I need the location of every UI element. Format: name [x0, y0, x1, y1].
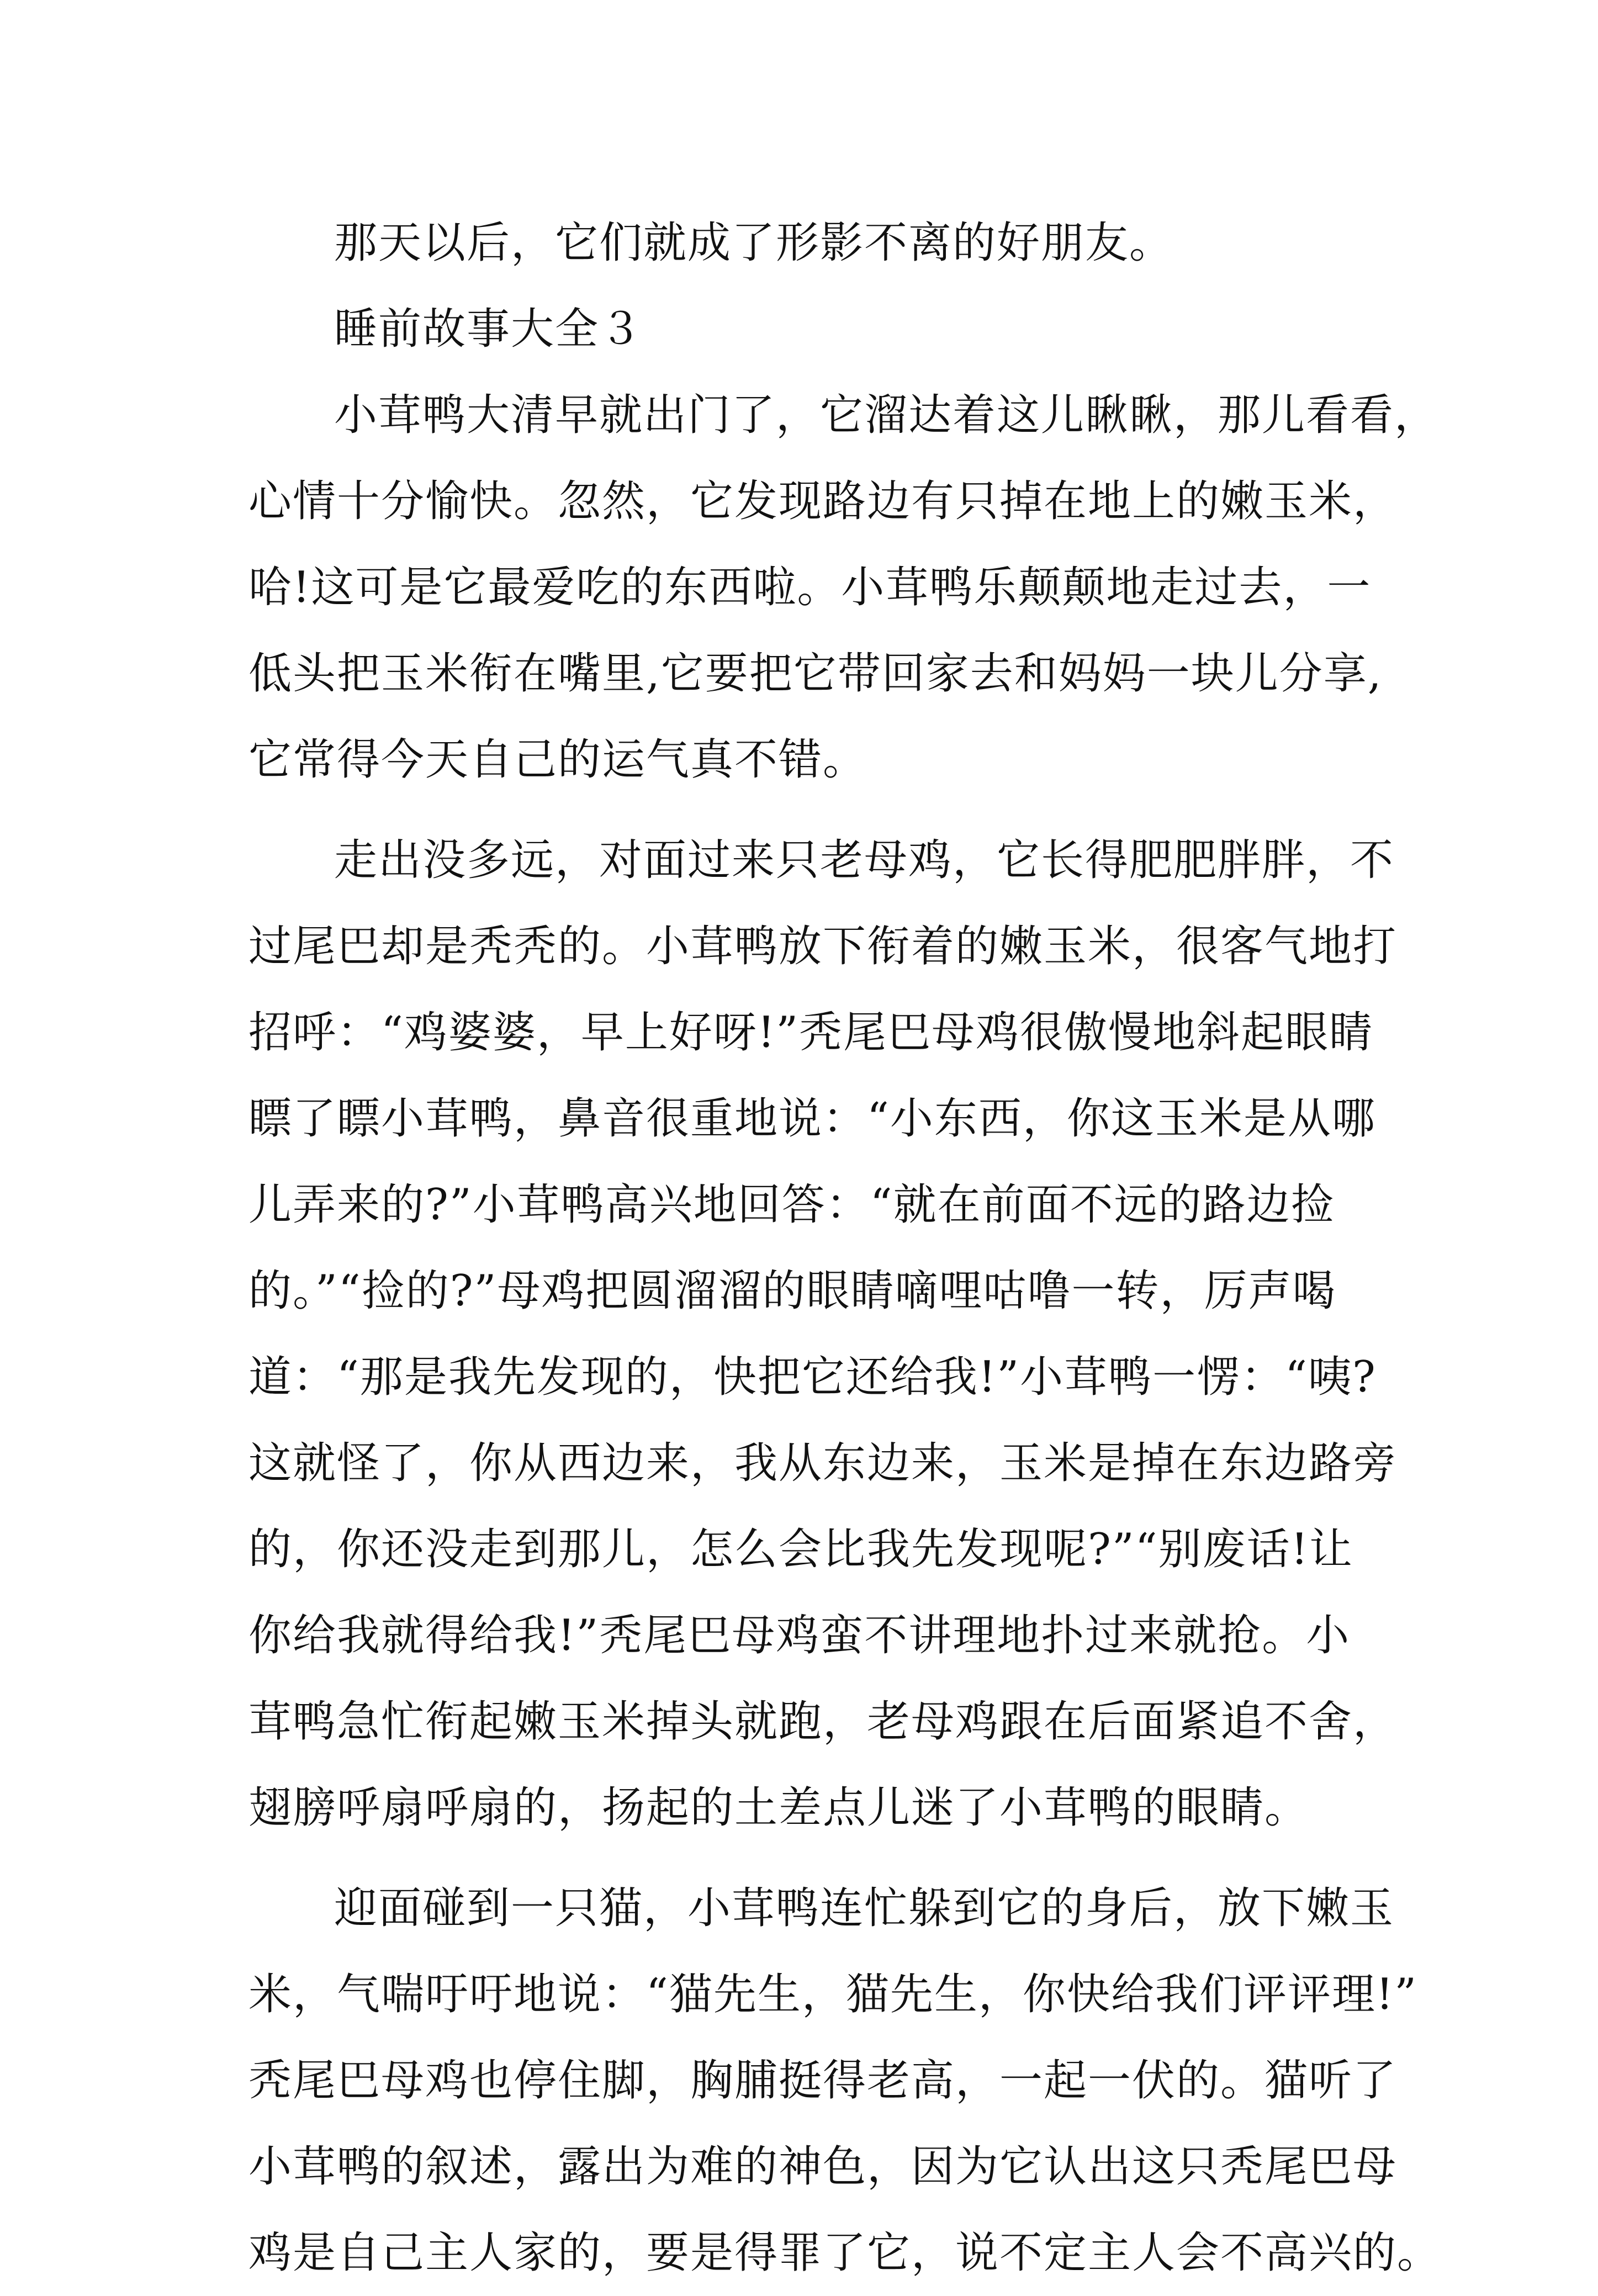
text-line: 翅膀呼扇呼扇的，扬起的土差点儿迷了小茸鸭的眼睛。	[248, 1783, 1309, 1833]
text-line: 小茸鸭的叙述，露出为难的神色，因为它认出这只秃尾巴母	[248, 2142, 1398, 2192]
text-line: 走出没多远，对面过来只老母鸡，它长得肥肥胖胖，不	[334, 835, 1395, 885]
section-heading	[248, 286, 1375, 372]
text-line: 小茸鸭大清早就出门了，它溜达着这儿瞅瞅，那儿看看，	[334, 390, 1439, 440]
paragraph	[248, 200, 1375, 286]
text-line: 米，气喘吁吁地说：“猫先生，猫先生，你快给我们评评理!”	[248, 1970, 1418, 2019]
text-line: 迎面碰到一只猫，小茸鸭连忙躲到它的身后，放下嫩玉	[334, 1884, 1395, 1933]
paragraph	[248, 817, 1398, 1851]
heading-line: 睡前故事大全３	[334, 304, 644, 354]
text-line: 茸鸭急忙衔起嫩玉米掉头就跑，老母鸡跟在后面紧追不舍，	[248, 1697, 1398, 1747]
text-line: 心情十分愉快。忽然，它发现路边有只掉在地上的嫩玉米，	[248, 477, 1398, 526]
text-line: 的。”“捡的?”母鸡把圆溜溜的眼睛嘀哩咕噜一转，厉声喝	[248, 1266, 1337, 1316]
paragraph-gap	[248, 803, 1375, 817]
text-line: 你给我就得给我!”秃尾巴母鸡蛮不讲理地扑过来就抢。小	[248, 1611, 1351, 1660]
text-line: 的，你还没走到那儿，怎么会比我先发现呢?”“别废话!让	[248, 1525, 1353, 1574]
paragraph	[248, 372, 1439, 803]
text-line: 它常得今天自己的运气真不错。	[248, 735, 867, 785]
text-line: 瞟了瞟小茸鸭，鼻音很重地说：“小东西，你这玉米是从哪	[248, 1094, 1376, 1144]
text-line: 那天以后，它们就成了形影不离的好朋友。	[334, 218, 1174, 268]
story-text	[248, 200, 1442, 2296]
text-line: 秃尾巴母鸡也停住脚，胸脯挺得老高，一起一伏的。猫听了	[248, 2056, 1398, 2105]
text-line: 哈!这可是它最爱吃的东西啦。小茸鸭乐颠颠地走过去，一	[248, 563, 1372, 612]
text-line: 这就怪了，你从西边来，我从东边来，玉米是掉在东边路旁	[248, 1438, 1398, 1488]
paragraph	[248, 1865, 1442, 2296]
text-line: 招呼：“鸡婆婆，早上好呀!”秃尾巴母鸡很傲慢地斜起眼睛	[248, 1008, 1374, 1057]
text-line: 低头把玉米衔在嘴里,它要把它带回家去和妈妈一块儿分享,	[248, 649, 1383, 699]
text-line: 儿弄来的?”小茸鸭高兴地回答：“就在前面不远的路边捡	[248, 1180, 1335, 1230]
text-line: 过尾巴却是秃秃的。小茸鸭放下衔着的嫩玉米，很客气地打	[248, 922, 1398, 971]
paragraph-gap	[248, 1851, 1375, 1865]
text-line: 道：“那是我先发现的，快把它还给我!”小茸鸭一愣：“咦?	[248, 1352, 1377, 1402]
text-line: 鸡是自己主人家的，要是得罪了它，说不定主人会不高兴的。	[248, 2228, 1442, 2278]
